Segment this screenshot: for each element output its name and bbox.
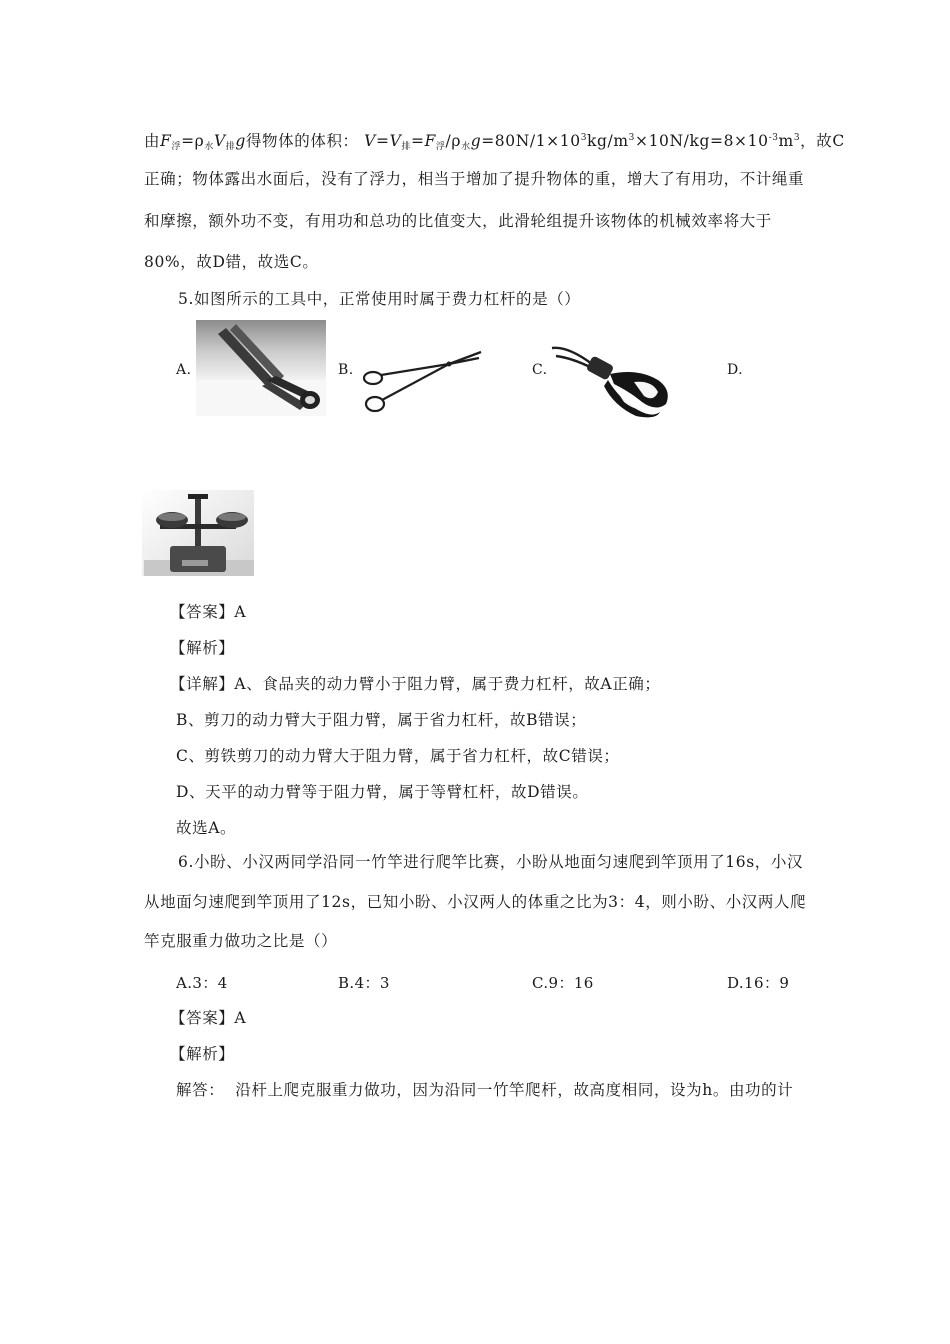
q5-analysis-title: 【解析】 <box>170 639 235 657</box>
q5-option-a-label: A. <box>176 362 192 378</box>
q6-option-b: B.4：3 <box>338 974 390 992</box>
prev-solution-line-2: 正确；物体露出水面后，没有了浮力，相当于增加了提升物体的重，增大了有用功，不计绳重 <box>144 170 805 188</box>
q5-detail: 【详解】A、食品夹的动力臂小于阻力臂，属于费力杠杆，故A正确； <box>170 675 661 693</box>
prev-solution-line-1: 由$F_浮=\rho_水V_排g$得物体的体积： $V=V_排=F_浮/\rho_水g=80N/1\times 10^3kg/m^3\times 10N/kg=8\times 10^{-3}m^3$，故C <box>144 132 845 152</box>
q6-solution-start: 解答： 沿杆上爬克服重力做功，因为沿同一竹竿爬杆，故高度相同，设为h。由功的计 <box>176 1081 794 1099</box>
q5-detail-c: C、剪铁剪刀的动力臂大于阻力臂，属于省力杠杆，故C错误； <box>176 747 620 765</box>
q6-stem-line-1: 6.小盼、小汉两同学沿同一竹竿进行爬竿比赛，小盼从地面匀速爬到竿顶用了16s，小汉 <box>178 853 804 871</box>
q6-answer: 【答案】A <box>170 1009 247 1027</box>
q5-detail-d: D、天平的动力臂等于阻力臂，属于等臂杠杆，故D错误。 <box>176 783 589 801</box>
q6-stem-line-2: 从地面匀速爬到竿顶用了12s，已知小盼、小汉两人的体重之比为3：4，则小盼、小汉两人爬 <box>144 893 807 911</box>
food-tongs-image <box>196 320 326 416</box>
q6-analysis-title: 【解析】 <box>170 1045 235 1063</box>
q5-choose: 故选A。 <box>176 819 237 837</box>
q5-option-c-label: C. <box>532 362 548 378</box>
q5-option-d-label: D. <box>727 362 743 378</box>
q5-option-b-label: B. <box>338 362 354 378</box>
prev-solution-line-3: 和摩擦，额外功不变，有用功和总功的比值变大，此滑轮组提升该物体的机械效率将大于 <box>144 212 772 230</box>
balance-scale-image <box>142 490 254 576</box>
tin-snips-image <box>548 340 678 420</box>
q6-option-c: C.9：16 <box>532 974 594 992</box>
q6-option-d: D.16：9 <box>727 974 790 992</box>
q5-stem: 5.如图所示的工具中，正常使用时属于费力杠杆的是（） <box>178 290 581 308</box>
q6-option-a: A.3：4 <box>176 974 228 992</box>
scissors-image <box>357 342 487 418</box>
q5-answer: 【答案】A <box>170 603 247 621</box>
q5-detail-b: B、剪刀的动力臂大于阻力臂，属于省力杠杆，故B错误； <box>176 711 587 729</box>
prev-solution-line-4: 80%，故D错，故选C。 <box>144 253 319 271</box>
q6-stem-line-3: 竿克服重力做功之比是（） <box>144 932 338 950</box>
